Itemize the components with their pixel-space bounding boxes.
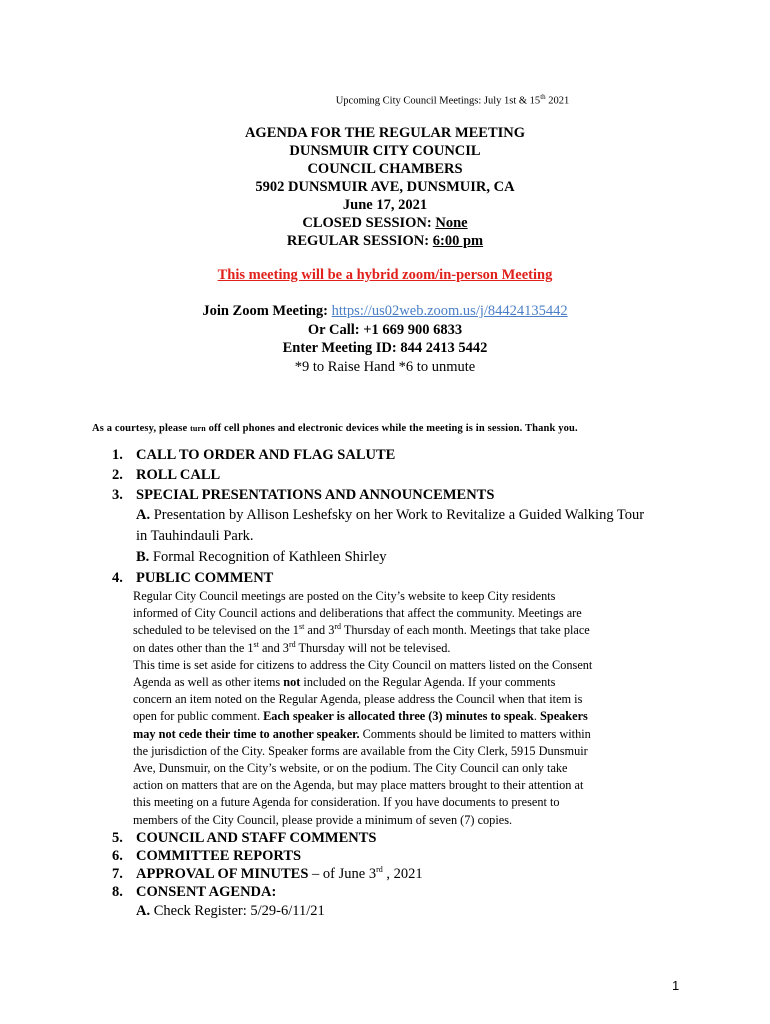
- hybrid-meeting-notice: This meeting will be a hybrid zoom/in-person Meeting: [217, 267, 553, 283]
- agenda-list: [112, 445, 672, 922]
- agenda-item: 3. SPECIAL PRESENTATIONS AND ANNOUNCEMENTS: [112, 487, 495, 503]
- zoom-join-line: Join Zoom Meeting: https://us02web.zoom.us/j/84424135442: [202, 303, 568, 319]
- courtesy-notice: As a courtesy, please turn off cell phones and electronic devices while the meeting is in session. Thank you.: [92, 423, 578, 434]
- public-comment-text: Regular City Council meetings are posted on the City’s website to keep City residents informed of City Council actions and deliberations that affect the community. Meetings are scheduled to be televised on the 1st and 3rd Thursday of each month. Meetings that take place on dates other than the 1st and 3rd Thursday will not be televised. This time is set aside for citizens to address the City Council on matters listed on the Consent Agenda as well as other items not included on the Regular Agenda. If your comments concern an item noted on the Regular Agenda, please address the Council when that item is open for public comment. Each speaker is allocated three (3) minutes to speak. Speakers may not cede their time to another speaker. Comments should be limited to matters within the jurisdiction of the City. Speaker forms are available from the City Clerk, 5915 Dunsmuir Ave, Dunsmuir, on the City’s website, or on the podium. The City Council can only take action on matters that are on the Agenda, but may place matters brought to their attention at this meeting on a future Agenda for consideration. If you have documents to present to members of the City Council, please provide a minimum of seven (7) copies.: [133, 589, 593, 827]
- closed-session: CLOSED SESSION: None: [302, 215, 468, 231]
- sub-item-recognition: B. Formal Recognition of Kathleen Shirley: [136, 549, 387, 565]
- regular-session: REGULAR SESSION: 6:00 pm: [286, 233, 484, 249]
- agenda-item: 4. PUBLIC COMMENT: [112, 570, 274, 586]
- agenda-title-block: [0, 124, 770, 250]
- upcoming-meetings-note: Upcoming City Council Meetings: July 1st & 15th 2021: [335, 93, 570, 107]
- agenda-item: 7. APPROVAL OF MINUTES – of June 3rd , 2021: [112, 865, 423, 882]
- sub-item-presentation: A. Presentation by Allison Leshefsky on her Work to Revitalize a Guided Walking Tour in Tauhindauli Park.: [136, 507, 645, 544]
- zoom-meeting-id: Enter Meeting ID: 844 2413 5442: [282, 340, 488, 356]
- sub-item-check-register: A. Check Register: 5/29-6/11/21: [136, 902, 325, 919]
- agenda-item: 2. ROLL CALL: [112, 467, 221, 483]
- agenda-item: 5. COUNCIL AND STAFF COMMENTS: [112, 829, 377, 846]
- chambers-name: COUNCIL CHAMBERS: [307, 161, 463, 177]
- zoom-link[interactable]: https://us02web.zoom.us/j/84424135442: [331, 303, 568, 319]
- agenda-title: AGENDA FOR THE REGULAR MEETING: [244, 125, 526, 141]
- zoom-call: Or Call: +1 669 900 6833: [307, 321, 463, 338]
- agenda-item: 8. CONSENT AGENDA:: [112, 883, 277, 900]
- agenda-item: 6. COMMITTEE REPORTS: [112, 847, 302, 864]
- page-number: 1: [672, 978, 680, 993]
- council-name: DUNSMUIR CITY COUNCIL: [289, 143, 481, 159]
- meeting-date: June 17, 2021: [342, 197, 428, 213]
- zoom-info: [0, 302, 770, 376]
- zoom-hand-instructions: *9 to Raise Hand *6 to unmute: [294, 358, 476, 375]
- address: 5902 DUNSMUIR AVE, DUNSMUIR, CA: [255, 179, 515, 195]
- agenda-item: 1. CALL TO ORDER AND FLAG SALUTE: [112, 447, 396, 463]
